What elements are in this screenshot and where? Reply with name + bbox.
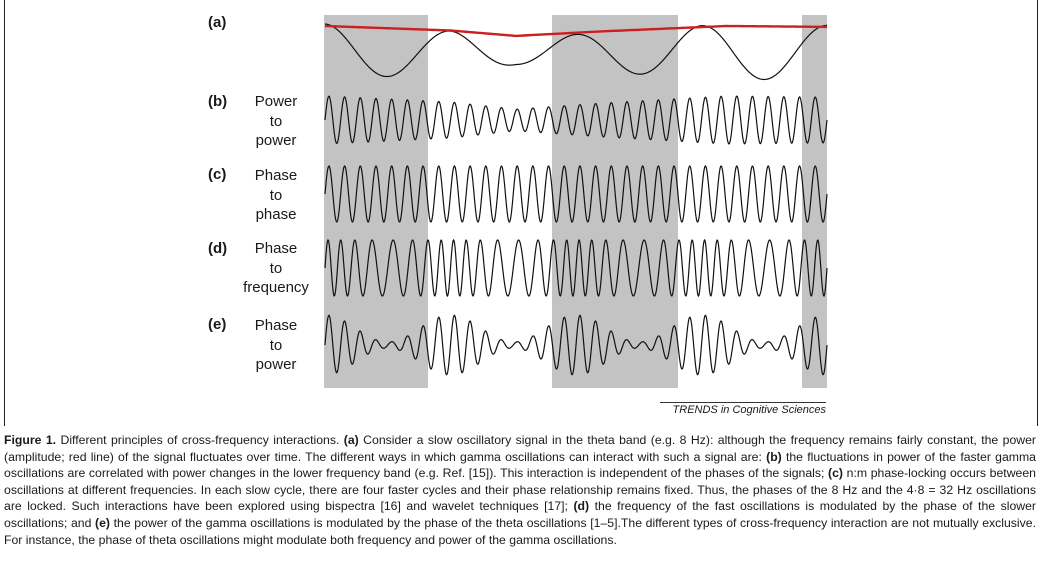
panel-e-label-line: power	[255, 356, 297, 373]
panel-d-letter: (d)	[208, 240, 228, 257]
panel-c-letter: (c)	[208, 166, 227, 183]
panel-d-label	[231, 239, 321, 298]
panel-c-label-line: phase	[255, 206, 297, 223]
caption-text: Different principles of cross-frequency interactions.	[60, 433, 344, 447]
panel-d-label-line: to	[269, 259, 283, 277]
panel-b-label	[231, 92, 321, 151]
caption-panel-ref: (a)	[343, 433, 359, 447]
panel-b-letter: (b)	[208, 93, 228, 110]
panel-c-label-line: Phase	[254, 167, 298, 184]
caption-panel-ref: (e)	[95, 515, 110, 530]
caption-panel-ref: (c)	[828, 466, 844, 481]
caption-text: Consider a slow oscillatory signal in the theta band (e.g. 8 Hz): although the frequency remains fairly constant, the power (amplitude; red line) of the signal fluctuates over time. The different ways in which gamma oscillations can interact with such a signal are:	[4, 433, 1036, 464]
panel-c-label-line: to	[269, 186, 283, 204]
shaded-band	[552, 15, 678, 388]
panel-b-label-line: Power	[254, 93, 298, 110]
panel-e-label	[231, 316, 321, 375]
panel-e-letter: (e)	[208, 316, 227, 333]
journal-credit: TRENDS in Cognitive Sciences	[672, 404, 826, 416]
caption-text: the fluctuations in power of the faster gamma oscillations are correlated with power changes in the lower frequency band (e.g. Ref. [15]). This interaction is independent of the phases of the signals;	[4, 449, 1036, 481]
panel-b-label-line: to	[269, 112, 283, 130]
credit-rule	[660, 402, 826, 403]
figure-label: Figure 1.	[4, 433, 57, 447]
caption-text: the power of the gamma oscillations is modulated by the phase of the theta oscillations [1–5].The different types of cross-frequency interaction are not mutually exclusive. For instance, the phase of theta oscillations might modulate both frequency and power of the gamma oscillations.	[4, 515, 1036, 547]
shaded-band	[802, 15, 827, 388]
figure-caption	[4, 432, 1036, 568]
panel-c-label	[231, 166, 321, 225]
caption-text: n:m phase-locking occurs between oscillations at different frequencies. In each slow cycle, there are four faster cycles and their phase relationship remains fixed. Thus, the phases of the 8 Hz and the 4·8 = 32 Hz oscillations are locked. Such interactions have been explored using bispectra [16] and wavelet techniques [17];	[4, 466, 1036, 514]
panel-e-label-line: to	[269, 336, 283, 354]
caption-panel-ref: (b)	[766, 449, 782, 464]
panel-a-letter: (a)	[208, 14, 227, 31]
panel-d-label-line: frequency	[243, 279, 309, 296]
panel-e-label-line: Phase	[254, 317, 298, 334]
panel-b-label-line: power	[255, 132, 297, 149]
caption-body	[4, 433, 1036, 547]
panel-d-label-line: Phase	[254, 240, 298, 257]
caption-panel-ref: (d)	[573, 499, 590, 514]
caption-text: the frequency of the fast oscillations is modulated by the phase of the slower oscillations; and	[4, 499, 1036, 530]
